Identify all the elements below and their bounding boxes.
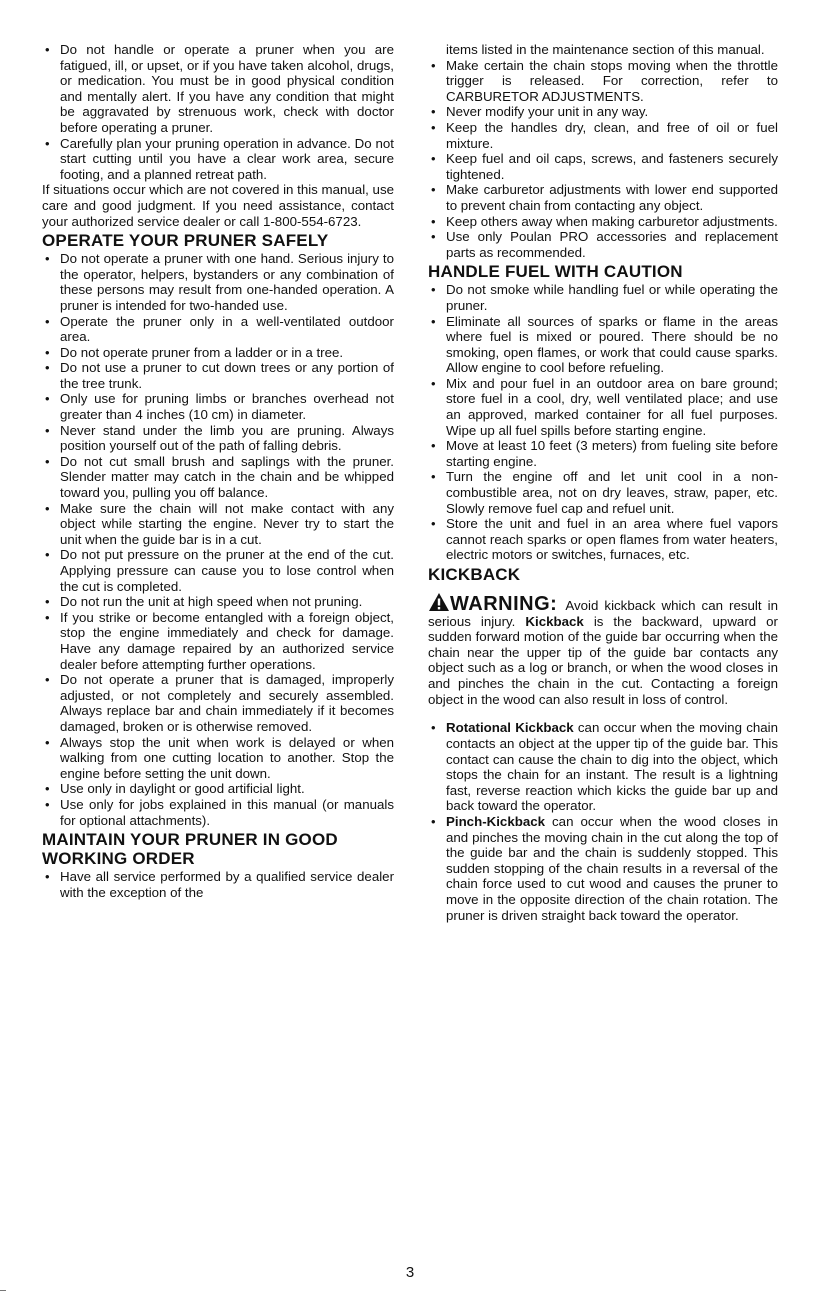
list-item-text: Have all service performed by a qualified service dealer with the exception of the — [60, 869, 394, 900]
scan-edge-mark — [0, 1290, 6, 1291]
bullet-list — [428, 282, 778, 563]
list-item: • Only use for pruning limbs or branches overhead not greater than 4 inches (10 cm) in diameter. — [45, 391, 394, 423]
list-item: • Use only for jobs explained in this manual (or manuals for optional attachments). — [45, 796, 394, 828]
warning-label: WARNING: — [450, 593, 558, 615]
list-item-text: Mix and pour fuel in an outdoor area on bare ground; store fuel in a cool, dry, well ventilated place; and use an approved, marked container for all fuel purposes. Wipe up all fuel spills before starting engine. — [446, 375, 778, 438]
list-item-text: Do not cut small brush and saplings with the pruner. Slender matter may catch in the chain and be whipped toward you, pulling you off balance. — [60, 453, 394, 501]
list-item-text: Do not run the unit at high speed when not pruning. — [60, 594, 363, 610]
warning-paragraph — [428, 592, 778, 707]
list-item: • Mix and pour fuel in an outdoor area on bare ground; store fuel in a cool, dry, well ventilated place; and use an approved, marked container for all fuel purposes. Wipe up all fuel spills before starting engine. — [431, 375, 778, 438]
rotational-kickback-term: Rotational Kickback — [446, 720, 574, 736]
list-item-text: Make carburetor adjustments with lower end supported to prevent chain from contacting any object. — [446, 182, 778, 213]
list-item: • Never stand under the limb you are pruning. Always position yourself out of the path of falling debris. — [45, 422, 394, 454]
list-item: • Do not cut small brush and saplings with the pruner. Slender matter may catch in the chain and be whipped toward you, pulling you off balance. — [45, 453, 394, 501]
section-heading: HANDLE FUEL WITH CAUTION — [428, 262, 683, 282]
list-item: • Do not operate a pruner with one hand. Serious injury to the operator, helpers, bystanders or any combination of these persons may result from one-handed operation. A pruner is intended for two-handed use. — [45, 251, 394, 313]
list-item: • Do not smoke while handling fuel or while operating the pruner. — [431, 282, 778, 313]
list-item-text: Always stop the unit when work is delayed or when walking from one cutting location to another. Stop the engine before setting the unit down. — [60, 734, 394, 781]
list-item: • Store the unit and fuel in an area where fuel vapors cannot reach sparks or open flames from water heaters, electric motors or switches, furnaces, etc. — [431, 516, 778, 563]
list-item: • Rotational Kickback can occur when the moving chain contacts an object at the upper tip of the guide bar. This contact can cause the chain to dig into the object, which stops the chain for an instant. The result is a lightning fast, reverse reaction which kicks the guide bar up and back toward the operator. — [431, 720, 779, 814]
bullet-list — [428, 720, 778, 923]
bullet-list — [42, 251, 394, 828]
list-item-text: Do not handle or operate a pruner when you are fatigued, ill, or upset, or if you have taken alcohol, drugs, or medication. You must be in good physical condition and mentally alert. If you have any condition that might be aggravated by strenuous work, check with doctor before operating a pruner. — [60, 42, 394, 135]
list-item: • Operate the pruner only in a well-ventilated outdoor area. — [45, 313, 394, 345]
list-item-text: Use only for jobs explained in this manual (or manuals for optional attachments). — [60, 796, 394, 828]
list-item-text: Never stand under the limb you are pruning. Always position yourself out of the path of falling debris. — [60, 422, 394, 454]
list-item: • Pinch-Kickback can occur when the wood closes in and pinches the moving chain in the cut along the top of the guide bar and the chain is suddenly stopped. This sudden stopping of the chain results in a reversal of the chain force used to cut wood and causes the pruner to move in the opposite direction of the chain rotation. The pruner is driven straight back toward the operator. — [431, 814, 779, 923]
section-heading: OPERATE YOUR PRUNER SAFELY — [42, 231, 329, 251]
pinch-kickback-term: Pinch-Kickback — [446, 814, 546, 830]
list-item: • Never modify your unit in any way. — [431, 104, 649, 120]
list-item-text: Do not operate a pruner that is damaged, improperly adjusted, or not completely and securely assembled. Always replace bar and chain immediately if it becomes damaged, broken or is otherwise removed. — [60, 672, 394, 734]
paragraph: If situations occur which are not covered in this manual, use care and good judgment. If you need assistance, contact your authorized service dealer or call 1-800-554-6723. — [42, 182, 394, 229]
list-item-text: Eliminate all sources of sparks or flame in the areas where fuel is mixed or poured. There should be no smoking, open flames, or work that could cause sparks. Allow engine to cool before refueling. — [446, 313, 778, 376]
list-item-text: Do not put pressure on the pruner at the end of the cut. Applying pressure can cause you to lose control when the cut is completed. — [60, 547, 394, 594]
list-item: • Keep others away when making carburetor adjustments. — [431, 213, 778, 229]
list-item-text: Operate the pruner only in a well-ventilated outdoor area. — [60, 313, 394, 345]
bullet-list — [42, 42, 394, 182]
list-item: • Make sure the chain will not make contact with any object while starting the engine. Never try to start the unit when the guide bar is in a cut. — [45, 500, 394, 547]
list-item: • Always stop the unit when work is delayed or when walking from one cutting location to another. Stop the engine before setting the unit down. — [45, 734, 394, 781]
list-item-text: Do not operate pruner from a ladder or in a tree. — [60, 344, 344, 360]
list-item: • Do not handle or operate a pruner when you are fatigued, ill, or upset, or if you have taken alcohol, drugs, or medication. You must be in good physical condition and mentally alert. If you have any condition that might be aggravated by strenuous work, check with doctor before operating a pruner. — [45, 42, 394, 135]
list-item-text: Use only Poulan PRO accessories and replacement parts as recommended. — [446, 229, 778, 260]
list-item: • Do not run the unit at high speed when not pruning. — [45, 594, 363, 610]
section-heading: KICKBACK — [428, 565, 521, 584]
list-item: • Turn the engine off and let unit cool in a non-combustible area, not on dry leaves, straw, paper, etc. Slowly remove fuel cap and refuel unit. — [431, 469, 778, 516]
list-item: • Use only in daylight or good artificial light. — [45, 781, 305, 797]
section-heading: MAINTAIN YOUR PRUNER IN GOOD WORKING ORDER — [42, 830, 338, 869]
list-item-text: Keep the handles dry, clean, and free of oil or fuel mixture. — [446, 119, 778, 151]
list-item: • Keep fuel and oil caps, screws, and fasteners securely tightened. — [431, 151, 778, 182]
list-item-text: Keep others away when making carburetor adjustments. — [446, 213, 778, 229]
page-number: 3 — [405, 1264, 415, 1281]
bullet-list — [42, 869, 394, 900]
list-item-text: can occur when the moving chain contacts an object at the upper tip of the guide bar. This contact can cause the chain to dig into the object, which stops the chain for an instant. The result is a lightning fast, reverse reaction which kicks the guide bar up and back toward the operator. — [446, 720, 779, 814]
list-item: • Make carburetor adjustments with lower end supported to prevent chain from contacting any object. — [431, 182, 778, 213]
list-item: • Keep the handles dry, clean, and free of oil or fuel mixture. — [431, 119, 778, 151]
warning-text: Avoid kickback which can result in serious injury. — [428, 598, 778, 629]
list-item-text: Do not smoke while handling fuel or while operating the pruner. — [446, 282, 778, 313]
list-item-text: Turn the engine off and let unit cool in a non-combustible area, not on dry leaves, straw, paper, etc. Slowly remove fuel cap and refuel unit. — [446, 469, 778, 516]
list-item-text: Use only in daylight or good artificial light. — [60, 781, 305, 797]
list-item: • Carefully plan your pruning operation in advance. Do not start cutting until you have a clear work area, secure footing, and a planned retreat path. — [45, 135, 394, 182]
list-item: • Use only Poulan PRO accessories and replacement parts as recommended. — [431, 229, 778, 260]
list-item-text: Make sure the chain will not make contact with any object while starting the engine. Never try to start the unit when the guide bar is in a cut. — [60, 500, 394, 547]
list-item-text: Move at least 10 feet (3 meters) from fueling site before starting engine. — [446, 438, 778, 469]
list-item-text: If you strike or become entangled with a foreign object, stop the engine immediately and check for damage. Have any damage repaired by an authorized service dealer before attempting further operations. — [60, 609, 394, 672]
list-item-text: Store the unit and fuel in an area where fuel vapors cannot reach sparks or open flames from water heaters, electric motors or switches, furnaces, etc. — [446, 516, 778, 563]
kickback-term: Kickback — [525, 613, 584, 629]
list-item-text: Carefully plan your pruning operation in advance. Do not start cutting until you have a clear work area, secure footing, and a planned retreat path. — [60, 135, 394, 182]
list-item: • Have all service performed by a qualified service dealer with the exception of the — [45, 869, 394, 900]
right-column — [428, 42, 778, 923]
list-item-text: Never modify your unit in any way. — [446, 104, 649, 120]
left-column — [42, 42, 394, 900]
list-item: • Do not put pressure on the pruner at the end of the cut. Applying pressure can cause you to lose control when the cut is completed. — [45, 547, 394, 594]
list-item: • Make certain the chain stops moving when the throttle trigger is released. For correction, refer to CARBURETOR ADJUSTMENTS. — [431, 57, 778, 104]
list-item: • Do not use a pruner to cut down trees or any portion of the tree trunk. — [45, 360, 394, 391]
list-item: • Do not operate a pruner that is damaged, improperly adjusted, or not completely and securely assembled. Always replace bar and chain immediately if it becomes damaged, broken or is otherwise removed. — [45, 672, 394, 734]
warning-triangle-icon — [428, 592, 450, 612]
list-item: • If you strike or become entangled with a foreign object, stop the engine immediately and check for damage. Have any damage repaired by an authorized service dealer before attempting further operations. — [45, 609, 394, 672]
list-item-text: Keep fuel and oil caps, screws, and fasteners securely tightened. — [446, 151, 778, 182]
paragraph-continued: items listed in the maintenance section of this manual. — [446, 42, 765, 57]
list-item-text: Make certain the chain stops moving when the throttle trigger is released. For correction, refer to CARBURETOR ADJUSTMENTS. — [446, 57, 778, 104]
list-item-text: Only use for pruning limbs or branches overhead not greater than 4 inches (10 cm) in diameter. — [60, 391, 394, 423]
list-item-text: Do not operate a pruner with one hand. Serious injury to the operator, helpers, bystanders or any combination of these persons may result from one-handed operation. A pruner is intended for two-handed use. — [60, 251, 394, 313]
list-item: • Eliminate all sources of sparks or flame in the areas where fuel is mixed or poured. There should be no smoking, open flames, or work that could cause sparks. Allow engine to cool before refueling. — [431, 313, 778, 376]
list-item: • Move at least 10 feet (3 meters) from fueling site before starting engine. — [431, 438, 778, 469]
list-item: • Do not operate pruner from a ladder or in a tree. — [45, 344, 344, 360]
list-item-text: can occur when the wood closes in and pinches the moving chain in the cut along the top of the guide bar and the chain is suddenly stopped. This sudden stopping of the chain results in a reversal of the chain force used to cut wood and causes the pruner to move in the opposite direction of the chain rotation. The pruner is driven straight back toward the operator. — [446, 814, 779, 923]
bullet-list — [428, 58, 778, 261]
warning-text-continued: is the backward, upward or sudden forward motion of the guide bar occurring when the chain near the upper tip of the guide bar contacts any object such as a log or branch, or when the wood closes in and pinches the chain in the cut. Contacting a foreign object in the wood can also result in loss of control. — [428, 613, 778, 707]
list-item-text: Do not use a pruner to cut down trees or any portion of the tree trunk. — [60, 360, 394, 391]
